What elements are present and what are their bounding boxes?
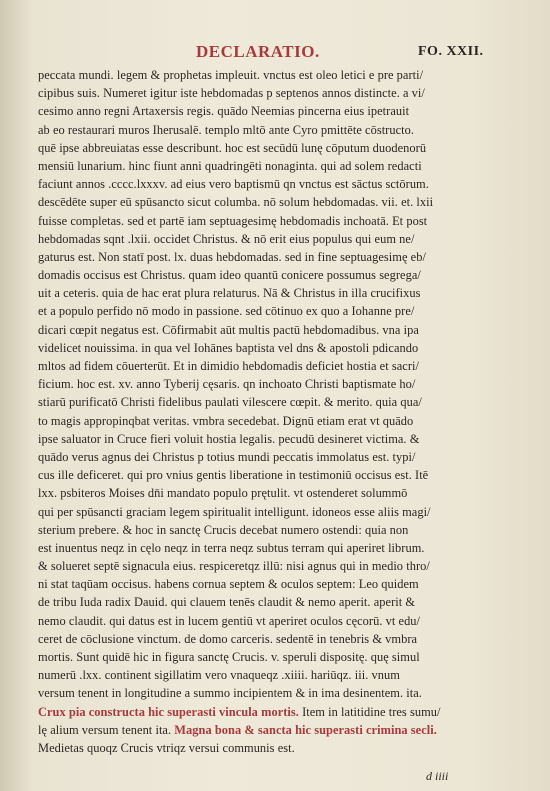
text-line: cesimo anno regni Artaxersis regis. quādo Neemias pincerna eius ipetrauit	[38, 104, 410, 119]
text-line: numerū .lxx. continent sigillatim vero vnaqueqz .xiiii. hariūqz. iii. vnum	[38, 668, 400, 683]
folio-number: FO. XXII.	[418, 44, 484, 59]
rubric-verse: Magna bona & sancta hic superasti crimina secli.	[171, 722, 437, 737]
text-line: dicari cœpit negatus est. Cōfirmabit aūt multis pactū hebdomadibus. vna ipa	[38, 322, 419, 337]
text-line: uit a ceteris. quia de hac erat plura relaturus. Nā & Christus in illa crucifixus	[38, 286, 421, 301]
rubric-line	[38, 721, 468, 739]
rubric-verse: Crux pia constructa hic superasti vincula mortis.	[38, 704, 299, 719]
text-line: Medietas quoqz Crucis vtriqz versui communis est.	[38, 740, 295, 755]
text-line: nemo claudit. qui datus est in lucem gentiū vt aperiret oculos cęcorū. vt edu/	[38, 613, 421, 628]
text-line: & solueret septē signacula eius. respiceretqz illū: nisi agnus qui in medio thro/	[38, 559, 430, 574]
text-line: faciunt annos .cccc.lxxxv. ad eius vero baptismū qn vnctus est sāctus sctōrum.	[38, 177, 429, 192]
text-line: ceret de cōclusione vinctum. de domo carceris. sedentē in tenebris & vmbra	[38, 631, 418, 646]
text-line: de tribu Iuda radix Dauid. qui clauem tenēs claudit & nemo aperit. aperit &	[38, 595, 416, 610]
text-line: mortis. Sunt quidē hic in figura sanctę Crucis. v. speruli dispositę. quę simul	[38, 650, 420, 664]
text-line: mensiū lunarium. hinc fiunt anni quadringēti nonaginta. qui ad solem redacti	[38, 158, 422, 173]
text-line: et a populo perfido nō modo in passione. sed cōtinuo ex quo a Iohanne pre/	[38, 304, 415, 319]
text-line: ni stat taqūam occisus. habens cornua septem & oculos septem: Leo quidem	[38, 577, 419, 592]
text-line: ab eo restaurari muros Iherusalē. templo mltō ante Cyro pmittēte cōstructo.	[38, 122, 415, 137]
text-line: ipse saluator in Cruce fieri voluit hostia legalis. pecudū desineret victima. &	[38, 431, 420, 446]
text-line: versum tenent in longitudine a summo incipientem & in ima desinentem. ita.	[38, 686, 422, 701]
running-title: DECLARATIO.	[196, 42, 320, 61]
text-line: lxx. psbiteros Moises dn̄i mandato populo prętulit. vt ostenderet solummō	[38, 486, 408, 501]
page-header	[0, 40, 550, 66]
text-line: peccata mundi. legem & prophetas impleuit. vnctus est oleo letici e pre parti/	[38, 68, 424, 82]
text-line: domadis occisus est Christus. quam ideo quantū conicere possumus segrega/	[38, 268, 421, 283]
text-line: sterium prebere. & hoc in sanctę Crucis decebat numero ostendi: quia non	[38, 522, 409, 537]
text-line: descēdēte super eū spūsancto sicut columba. nō solum hebdomadas. vii. et. lxii	[38, 195, 434, 210]
text-run: Item in latitidine tres sumu/	[298, 704, 441, 719]
text-run: lę alium versum tenent ita.	[38, 722, 172, 737]
text-line: ficium. hoc est. xv. anno Tyberij cęsaris. qn inchoato Christi baptismate ho/	[38, 377, 416, 392]
signature-mark: d iiii	[426, 769, 449, 783]
text-line: stiarū purificatō Christi fidelibus paulati vilescere cœpit. & merito. quia qua/	[38, 395, 422, 410]
rubric-line	[38, 703, 468, 721]
text-line: gaturus est. Non statī post. lx. duas hebdomadas. sed in fine septuagesimę eb/	[38, 249, 426, 264]
text-line: est inuentus neqz in cęlo neqz in terra neqz subtus terram qui aperiret librum.	[38, 540, 425, 555]
text-line: quādo verus agnus dei Christus p totius mundi peccatis immolatus est. typi/	[38, 449, 416, 464]
text-line: mltos ad fidem cōuerterūt. Et in dimidio hebdomadis deficiet hostia et sacri/	[38, 359, 419, 373]
text-block	[38, 66, 468, 757]
text-line: to magis appropinqbat veritas. vmbra secedebat. Dignū etiam erat vt quādo	[38, 413, 414, 428]
text-line: videlicet nouissima. in qua vel Iohānes baptista vel dns & apostoli pdicando	[38, 340, 419, 355]
text-line: fuisse completas. sed et partē iam septuagesimę hebdomadis inchoatā. Et post	[38, 213, 428, 228]
text-line: quē ipse abbreuiatas esse describunt. hoc est secūdū lunę cōputum duodenorū	[38, 140, 427, 155]
text-line: qui per spūsancti graciam legem spiritualit intelligunt. idoneos esse aliis magi/	[38, 504, 431, 519]
text-line: hebdomadas sqnt .lxii. occidet Christus. & nō erit eius populus qui eum ne/	[38, 231, 415, 246]
text-line: cus ille deficeret. qui pro vnius gentis liberatione in testimoniū occisus est. Itē	[38, 468, 429, 483]
text-line: cipibus suis. Numeret igitur iste hebdomadas p septenos annos distincte. a vi/	[38, 86, 425, 101]
